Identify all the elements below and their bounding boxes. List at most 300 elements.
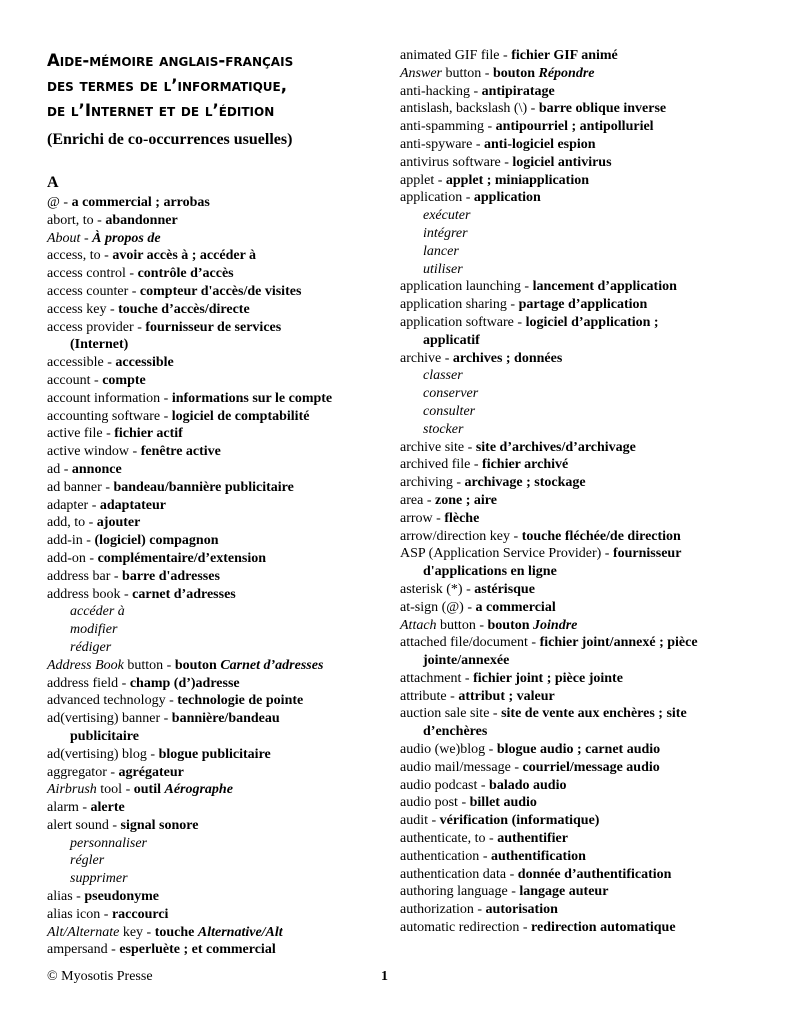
- entry-separator: -: [479, 848, 491, 864]
- glossary-entry: [47, 230, 392, 248]
- entry-term: ampersand: [47, 942, 108, 958]
- entry-separator: -: [85, 550, 98, 566]
- entry-term: attribute: [400, 688, 447, 704]
- entry-separator: -: [441, 350, 453, 366]
- entry-translation: fichier joint ; pièce jointe: [473, 670, 623, 686]
- entry-term: access, to: [47, 248, 101, 264]
- page-title: [47, 48, 392, 123]
- entry-term: ad: [47, 461, 61, 477]
- entry-separator: -: [122, 782, 134, 798]
- entry-translation: contrôle d’accès: [137, 266, 234, 282]
- entry-term-suffix: button: [442, 65, 482, 81]
- glossary-entry: [47, 390, 392, 408]
- entry-separator: -: [146, 746, 159, 762]
- entry-translation: anti-logiciel espion: [483, 136, 596, 152]
- entry-separator: -: [499, 48, 512, 63]
- entry-separator: -: [489, 706, 502, 722]
- entry-separator: -: [78, 800, 91, 816]
- entry-separator: -: [128, 283, 140, 299]
- glossary-entry: [47, 799, 392, 817]
- glossary-entry: [400, 830, 750, 848]
- glossary-entry: [47, 319, 392, 337]
- glossary-entry: [47, 514, 392, 532]
- glossary-entry: [400, 634, 750, 652]
- entry-term: authentication: [400, 848, 480, 864]
- co-occurrence-verb: conserver: [423, 386, 479, 402]
- glossary-entry: [400, 510, 750, 528]
- entry-separator: -: [118, 675, 130, 691]
- entry-term: aggregator: [47, 764, 107, 780]
- entry-translation-italic: Joindre: [533, 617, 578, 633]
- co-occurrence-verb: modifier: [70, 622, 118, 638]
- entry-translation: donnée d’authentification: [517, 866, 672, 882]
- entry-term-suffix: button: [123, 657, 164, 673]
- co-occurrence-verb: rédiger: [70, 639, 112, 655]
- entry-separator: -: [85, 515, 97, 531]
- entry-term: animated GIF file: [400, 48, 500, 63]
- entry-separator: -: [100, 248, 113, 264]
- entry-translation: fichier actif: [114, 426, 183, 442]
- entry-separator: -: [82, 533, 95, 549]
- entry-translation: fournisseur: [612, 546, 682, 562]
- entry-term: ad(vertising) banner: [47, 711, 161, 727]
- entry-translation: esperluète ; et commercial: [119, 942, 276, 958]
- entry-translation: À propos de: [92, 230, 161, 246]
- entry-term: About: [47, 230, 81, 246]
- entry-translation: champ (d’)adresse: [129, 675, 240, 691]
- entry-term: antivirus software: [400, 154, 501, 170]
- entry-term: applet: [400, 172, 435, 188]
- entry-translation: fichier joint/annexé ; pièce: [539, 635, 698, 651]
- entry-translation: balado audio: [489, 777, 567, 793]
- entry-translation: avoir accès à ; accéder à: [112, 248, 257, 264]
- entry-translation: archives ; données: [452, 350, 563, 366]
- entry-separator: -: [80, 230, 93, 246]
- glossary-entry: [400, 759, 750, 777]
- entry-separator: -: [485, 742, 497, 758]
- glossary-entry: [47, 283, 392, 301]
- entry-translation: bandeau/bannière publicitaire: [113, 479, 294, 495]
- co-occurrence-verb: stocker: [423, 421, 464, 437]
- entry-translation: zone ; aire: [434, 492, 497, 508]
- entry-term: arrow/direction key: [400, 528, 511, 544]
- entry-term: address bar: [47, 568, 111, 584]
- entry-translation: applet ; miniapplication: [445, 172, 590, 188]
- entry-term: archive site: [400, 439, 465, 455]
- entry-separator: -: [163, 657, 175, 673]
- entry-term: audio podcast: [400, 777, 478, 793]
- entry-translation: adaptateur: [99, 497, 166, 513]
- glossary-entry: [400, 545, 750, 563]
- entry-separator: -: [507, 884, 520, 900]
- glossary-entry: [47, 247, 392, 265]
- entry-separator: -: [462, 581, 475, 597]
- entry-translation: compte: [102, 372, 146, 388]
- entry-term: @: [47, 195, 60, 210]
- entry-translation: application: [473, 190, 541, 206]
- entry-term: application sharing: [400, 297, 507, 313]
- glossary-entry: [400, 812, 750, 830]
- glossary-entry: [400, 278, 750, 296]
- entry-separator: -: [520, 279, 533, 295]
- glossary-entry: [400, 172, 750, 190]
- glossary-entry: [47, 550, 392, 568]
- left-column: [47, 194, 392, 959]
- entry-separator: -: [107, 942, 120, 958]
- entry-translation: logiciel antivirus: [512, 154, 612, 170]
- glossary-entry: [400, 65, 750, 83]
- entry-translation: signal sonore: [120, 817, 199, 833]
- entry-translation: bouton: [174, 657, 221, 673]
- entry-separator: -: [434, 172, 446, 188]
- entry-term: auction sale site: [400, 706, 490, 722]
- co-occurrence-verb: consulter: [423, 403, 476, 419]
- glossary-entry: [400, 83, 750, 101]
- glossary-entry: [47, 586, 392, 604]
- entry-term: Answer: [400, 65, 442, 81]
- entry-separator: -: [519, 920, 532, 936]
- entry-term: authentication data: [400, 866, 507, 882]
- entry-translation: touche d’accès/directe: [118, 301, 250, 317]
- entry-separator: -: [472, 136, 484, 152]
- glossary-entry: [400, 919, 750, 937]
- glossary-entry: [400, 456, 750, 474]
- entry-separator: -: [484, 119, 496, 135]
- entry-term: Address Book: [47, 657, 124, 673]
- entry-term: antislash, backslash (\): [400, 101, 528, 117]
- entry-term: anti-spamming: [400, 119, 484, 135]
- entry-translation: outil: [133, 782, 165, 798]
- entry-term: audio post: [400, 795, 458, 811]
- glossary-entry: [47, 479, 392, 497]
- entry-term: authenticate, to: [400, 831, 486, 847]
- entry-separator: -: [110, 568, 123, 584]
- entry-separator: -: [477, 777, 490, 793]
- glossary-entry: [400, 901, 750, 919]
- entry-term: ASP (Application Service Provider): [400, 546, 602, 562]
- section-letter: A: [47, 174, 59, 191]
- glossary-entry: [47, 692, 392, 710]
- glossary-entry: [47, 301, 392, 319]
- glossary-entry: [400, 492, 750, 510]
- entry-term: advanced technology: [47, 693, 166, 709]
- entry-translation: blogue audio ; carnet audio: [496, 742, 661, 758]
- entry-translation: bouton: [492, 65, 539, 81]
- glossary-entry: [400, 688, 750, 706]
- entry-separator: -: [461, 670, 474, 686]
- entry-translation: antipiratage: [481, 83, 555, 99]
- glossary-entry: [400, 617, 750, 635]
- co-occurrence-verb: personnaliser: [70, 835, 147, 851]
- entry-term: active window: [47, 444, 130, 460]
- entry-translation: logiciel d’application ;: [525, 314, 659, 330]
- entry-separator: -: [432, 510, 445, 526]
- glossary-entry: [47, 532, 392, 550]
- glossary-entry: [47, 924, 392, 942]
- co-occurrence-verb: accéder à: [70, 604, 125, 620]
- entry-term: access counter: [47, 283, 129, 299]
- entry-translation: fichier GIF animé: [511, 48, 618, 63]
- glossary-entry: [400, 741, 750, 759]
- entry-separator: -: [601, 546, 613, 562]
- glossary-entry: [400, 581, 750, 599]
- entry-term: alias: [47, 889, 73, 905]
- entry-translation: langage auteur: [519, 884, 609, 900]
- entry-term: authoring language: [400, 884, 508, 900]
- entry-term: access control: [47, 266, 126, 282]
- entry-separator: -: [60, 461, 72, 477]
- entry-term: alias icon: [47, 906, 101, 922]
- glossary-entry: [400, 777, 750, 795]
- entry-term: add, to: [47, 515, 86, 531]
- entry-separator: -: [469, 83, 482, 99]
- entry-term: add-in: [47, 533, 83, 549]
- entry-separator: -: [506, 297, 519, 313]
- co-occurrence-verb: supprimer: [70, 871, 128, 887]
- entry-separator: -: [106, 764, 119, 780]
- glossary-entry: [47, 354, 392, 372]
- entry-term: access provider: [47, 319, 134, 335]
- entry-term: application: [400, 190, 463, 206]
- entry-translation: touche: [154, 924, 198, 940]
- glossary-entry: [47, 212, 392, 230]
- entry-translation: ajouter: [96, 515, 141, 531]
- title-line-2: des termes de l’informatique,: [47, 76, 288, 95]
- glossary-entry: [400, 670, 750, 688]
- entry-separator: -: [106, 301, 119, 317]
- entry-separator: -: [446, 688, 459, 704]
- co-occurrence-verb: utiliser: [423, 261, 463, 277]
- entry-term: account information: [47, 390, 161, 406]
- entry-translation: pseudonyme: [84, 889, 160, 905]
- entry-term: alarm: [47, 800, 79, 816]
- glossary-entry: [400, 474, 750, 492]
- entry-term: add-on: [47, 550, 86, 566]
- entry-translation: a commercial: [475, 599, 556, 615]
- entry-translation: authentifier: [497, 831, 568, 847]
- entry-translation: archivage ; stockage: [464, 475, 586, 491]
- entry-translation: annonce: [71, 461, 122, 477]
- entry-translation: autorisation: [485, 902, 558, 918]
- entry-term: accounting software: [47, 408, 161, 424]
- entry-translation: partage d’application: [518, 297, 648, 313]
- entry-continuation: d'applications en ligne: [423, 564, 557, 580]
- glossary-entry: [47, 194, 392, 212]
- entry-separator: -: [452, 475, 465, 491]
- entry-translation: billet audio: [469, 795, 537, 811]
- entry-translation: compteur d'accès/de visites: [139, 283, 302, 299]
- entry-separator: -: [59, 195, 72, 210]
- glossary-entry: [400, 47, 750, 65]
- entry-translation: flèche: [444, 510, 480, 526]
- glossary-entry: [47, 372, 392, 390]
- entry-term-suffix: button: [436, 617, 476, 633]
- entry-term: authorization: [400, 902, 474, 918]
- co-occurrence-verb: intégrer: [423, 225, 468, 241]
- entry-translation: bannière/bandeau: [171, 711, 280, 727]
- entry-continuation: applicatif: [423, 332, 480, 348]
- entry-term: asterisk (*): [400, 581, 463, 597]
- entry-translation: fichier archivé: [482, 457, 569, 473]
- entry-term: archive: [400, 350, 442, 366]
- entry-separator: -: [108, 817, 121, 833]
- entry-separator: -: [510, 528, 522, 544]
- entry-translation: bouton: [487, 617, 534, 633]
- glossary-entry: [47, 461, 392, 479]
- glossary-entry: [400, 866, 750, 884]
- entry-term: address field: [47, 675, 119, 691]
- entry-translation: vérification (informatique): [439, 813, 600, 829]
- entry-translation: redirection automatique: [531, 920, 676, 936]
- glossary-entry: [400, 189, 750, 207]
- glossary-entry: [47, 817, 392, 835]
- entry-separator: -: [102, 426, 115, 442]
- glossary-entry: [47, 497, 392, 515]
- entry-term: attachment: [400, 670, 462, 686]
- glossary-entry: [47, 764, 392, 782]
- entry-translation: attribut ; valeur: [458, 688, 555, 704]
- entry-separator: -: [88, 497, 100, 513]
- entry-term: active file: [47, 426, 103, 442]
- entry-term: account: [47, 372, 91, 388]
- entry-term: audit: [400, 813, 428, 829]
- glossary-entry: [47, 906, 392, 924]
- entry-term: at-sign (@): [400, 599, 464, 615]
- entry-term: audio (we)blog: [400, 742, 486, 758]
- entry-term: attached file/document: [400, 635, 528, 651]
- entry-term: automatic redirection: [400, 920, 520, 936]
- page-subtitle: (Enrichi de co-occurrences usuelles): [47, 131, 293, 148]
- entry-term: Attach: [400, 617, 437, 633]
- entry-term: address book: [47, 586, 121, 602]
- entry-separator: -: [485, 831, 498, 847]
- glossary-entry: [47, 781, 392, 799]
- entry-term: audio mail/message: [400, 759, 511, 775]
- entry-separator: -: [470, 457, 483, 473]
- glossary-entry: [400, 154, 750, 172]
- entry-term: arrow: [400, 510, 433, 526]
- entry-separator: -: [457, 795, 470, 811]
- entry-term: archiving: [400, 475, 453, 491]
- entry-translation: informations sur le compte: [171, 390, 333, 406]
- glossary-entry: [47, 425, 392, 443]
- entry-separator: -: [133, 319, 146, 335]
- glossary-entry: [47, 408, 392, 426]
- entry-continuation: d’enchères: [423, 724, 488, 740]
- entry-separator: -: [125, 266, 138, 282]
- entry-translation-italic: Alternative/Alt: [197, 924, 283, 940]
- entry-separator: -: [513, 314, 526, 330]
- entry-translation-italic: Carnet d’adresses: [220, 657, 324, 673]
- entry-translation: site d’archives/d’archivage: [475, 439, 636, 455]
- glossary-entry: [400, 136, 750, 154]
- entry-term: area: [400, 492, 424, 508]
- entry-separator: -: [506, 866, 518, 882]
- entry-term: Alt/Alternate: [47, 924, 120, 940]
- glossary-entry: [400, 705, 750, 723]
- entry-term-suffix: key: [119, 924, 144, 940]
- glossary-entry: [400, 848, 750, 866]
- title-line-3: de l’Internet et de l’édition: [47, 101, 275, 120]
- glossary-entry: [47, 657, 392, 675]
- entry-translation: alerte: [90, 800, 125, 816]
- entry-translation: authentification: [490, 848, 586, 864]
- glossary-entry: [47, 710, 392, 728]
- glossary-entry: [47, 443, 392, 461]
- entry-term: ad banner: [47, 479, 102, 495]
- entry-translation: (logiciel) compagnon: [94, 533, 219, 549]
- entry-translation: fournisseur de services: [145, 319, 282, 335]
- entry-translation: carnet d’adresses: [132, 586, 236, 602]
- co-occurrence-verb: exécuter: [423, 208, 471, 224]
- entry-translation: complémentaire/d’extension: [97, 550, 267, 566]
- entry-term: access key: [47, 301, 107, 317]
- entry-term: ad(vertising) blog: [47, 746, 147, 762]
- entry-translation: touche fléchée/de direction: [521, 528, 681, 544]
- entry-separator: -: [165, 693, 178, 709]
- entry-separator: -: [500, 154, 513, 170]
- entry-separator: -: [160, 408, 172, 424]
- entry-continuation: jointe/annexée: [423, 653, 510, 669]
- glossary-entry: [47, 746, 392, 764]
- entry-separator: -: [72, 889, 85, 905]
- glossary-entry: [47, 568, 392, 586]
- entry-translation: barre d'adresses: [122, 568, 220, 584]
- entry-separator: -: [510, 759, 523, 775]
- glossary-entry: [47, 888, 392, 906]
- entry-translation-italic: Aérographe: [164, 782, 233, 798]
- entry-separator: -: [160, 390, 172, 406]
- glossary-entry: [400, 794, 750, 812]
- entry-translation: lancement d’application: [532, 279, 677, 295]
- glossary-entry: [47, 265, 392, 283]
- entry-translation-italic: Répondre: [538, 65, 595, 81]
- glossary-entry: [400, 439, 750, 457]
- glossary-entry: [400, 528, 750, 546]
- entry-separator: -: [129, 444, 141, 460]
- entry-term: abort, to: [47, 212, 94, 228]
- entry-term: anti-hacking: [400, 83, 470, 99]
- glossary-entry: [400, 350, 750, 368]
- entry-translation: blogue publicitaire: [158, 746, 271, 762]
- entry-translation: site de vente aux enchères ; site: [501, 706, 687, 722]
- entry-continuation: publicitaire: [70, 728, 139, 744]
- entry-separator: -: [90, 372, 103, 388]
- entry-separator: -: [475, 617, 488, 633]
- entry-term-suffix: tool: [96, 782, 123, 798]
- title-line-1: Aide-mémoire anglais-français: [47, 51, 294, 70]
- entry-continuation: (Internet): [70, 337, 129, 353]
- entry-translation: astérisque: [474, 581, 535, 597]
- glossary-entry: [400, 100, 750, 118]
- entry-separator: -: [100, 906, 112, 922]
- entry-separator: -: [473, 902, 486, 918]
- right-column: [400, 47, 750, 937]
- entry-separator: -: [428, 813, 440, 829]
- glossary-entry: [47, 675, 392, 693]
- entry-separator: -: [103, 355, 116, 371]
- entry-separator: -: [120, 586, 133, 602]
- glossary-entry: [400, 599, 750, 617]
- glossary-entry: [400, 883, 750, 901]
- entry-term: application software: [400, 314, 514, 330]
- glossary-entry: [400, 118, 750, 136]
- entry-translation: barre oblique inverse: [538, 101, 667, 117]
- entry-term: anti-spyware: [400, 136, 473, 152]
- entry-translation: technologie de pointe: [177, 693, 304, 709]
- entry-term: adapter: [47, 497, 89, 513]
- entry-separator: -: [527, 101, 539, 117]
